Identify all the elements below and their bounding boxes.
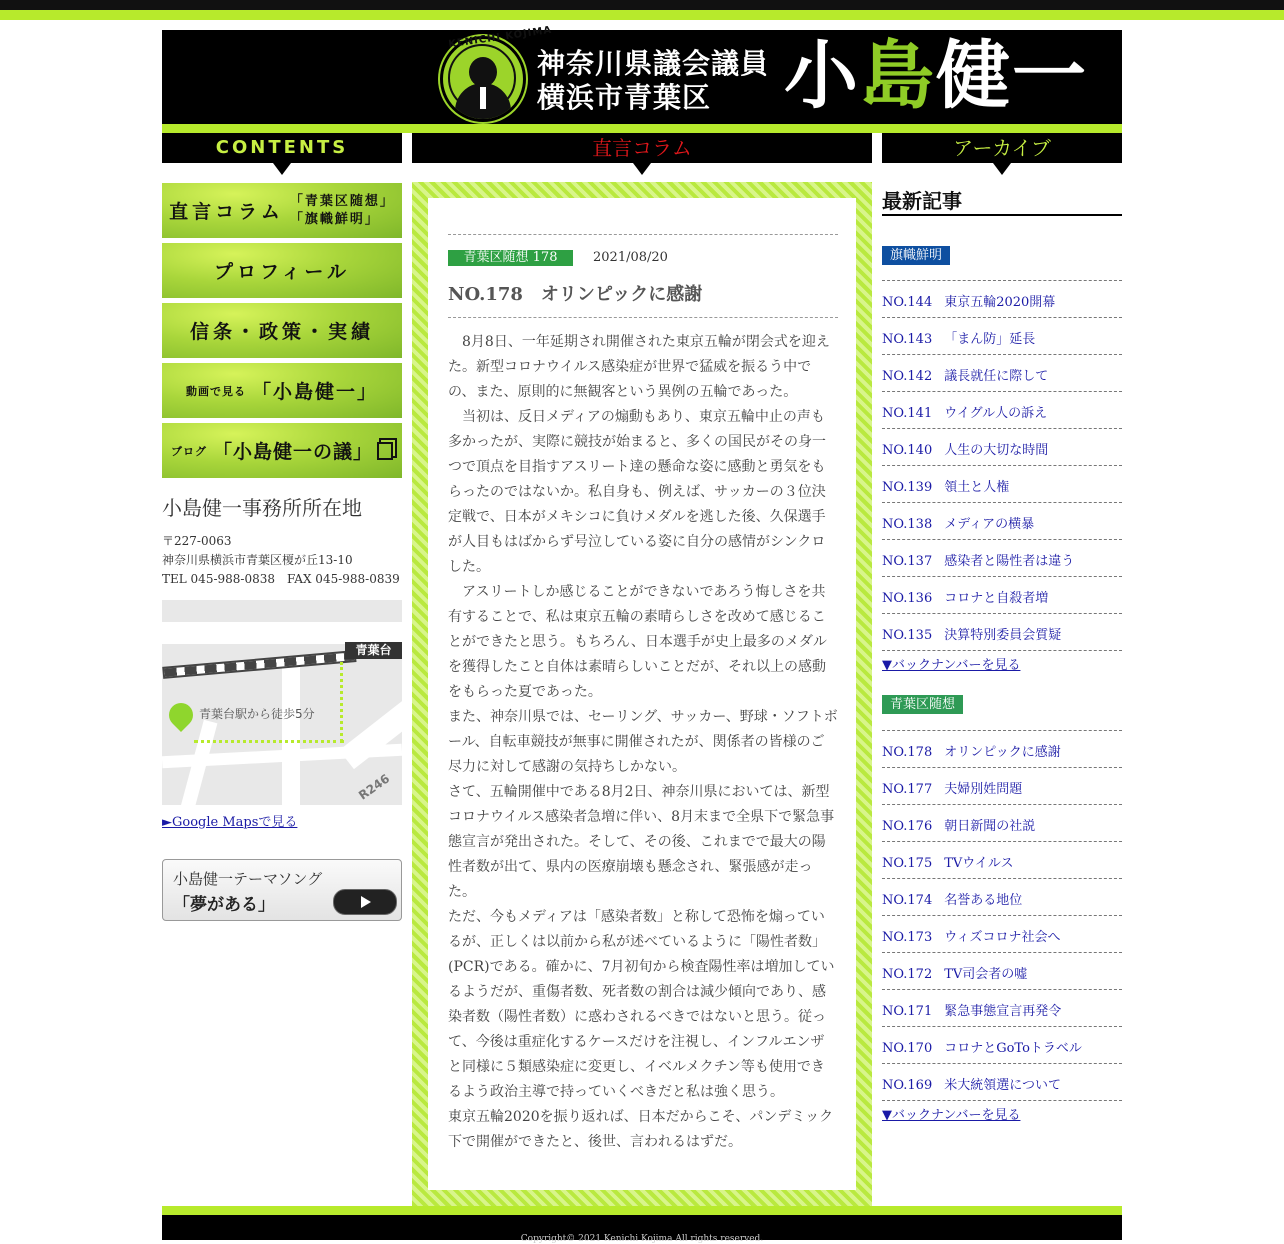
office-zip: 〒227-0063 [162,534,232,548]
play-icon[interactable] [333,889,397,915]
header-title-line1: 神奈川県議会議員 [537,47,770,80]
list-item[interactable] [882,502,1122,539]
list-item-link[interactable] [882,852,1014,871]
list-item-link[interactable] [882,476,1009,495]
site-header [162,24,1122,124]
latest-posts-heading: 最新記事 [882,185,1122,216]
list-item-link[interactable] [882,513,1034,532]
post-date: 2021/08/20 [593,250,668,265]
header-title-line2: 横浜市青葉区 [537,81,712,114]
tab-contents-label: CONTENTS [215,137,349,158]
map-pin-icon [164,698,198,732]
menu-policy-button[interactable] [162,303,402,358]
map-railway [162,650,356,679]
list-item-no: NO.172 [882,967,933,982]
list-item-no: NO.143 [882,332,933,347]
logo-lettering: KENICHI KOJIMA [447,24,553,51]
list-item-no: NO.141 [882,406,933,421]
list-item-no: NO.177 [882,782,933,797]
list-item-no: NO.174 [882,893,933,908]
menu-column-label: 直言コラム [169,201,284,223]
list-item-no: NO.139 [882,480,933,495]
menu-policy-label: 信条・政策・実績 [189,321,374,343]
menu-profile-label: プロフィール [213,261,351,283]
menu-column-sub2: 「旗幟鮮明」 [289,211,380,227]
menu-column-sub [290,193,395,229]
list-item-no: NO.142 [882,369,933,384]
group-badge-kishi: 旗幟鮮明 [882,246,950,265]
post-paragraph: ただ、今もメディアは「感染者数」と称して恐怖を煽っているが、正しくは以前から私が述べているように「陽性者数」(PCR)である。確かに、7月初旬から検査陽性率は増加しているようだが、重傷者数、死者数の割合は減少傾向であり、感染者数（陽性者数）に惑わされるべきではないと思う。従って、今後は重症化するケースだけを注視し、インフルエンザと同様に５類感染症に変更し、イベルメクチン等も使用できるよう政治主導で持っていくべきだと私は強く思う。 [448,909,835,1100]
office-title: 小島健一事務所所在地 [162,496,362,520]
list-item-no: NO.178 [882,745,933,760]
list-item-title: TV司会者の嘘 [944,967,1028,982]
theme-song-title: 小島健一テーマソング [173,870,323,888]
google-maps-link[interactable]: ►Google Mapsで見る [162,815,298,830]
post-paragraph: また、神奈川県では、セーリング、サッカー、野球・ソフトボール、自転車競技が無事に開催されたが、関係者の皆様のご尽力に対して感謝の気持ちしかない。 [448,709,838,775]
header-name-part2: 島 [860,33,936,119]
tab-contents[interactable] [162,133,402,163]
post-category-badge: 青葉区随想 178 [448,250,573,266]
post-paragraph: 東京五輪2020を振り返れば、日本だからこそ、パンデミック下で開催ができたと、後世、言われるはずだ。 [448,1109,834,1150]
post-paragraph: アスリートしか感じることができないであろう悔しさを共有することで、私は東京五輪の素晴らしさを改めて感じることができたと思う。もちろん、日本選手が史上最多のメダルを獲得したこと自体は素晴らしいことだが、それ以上の感動をもらった夏であった。 [448,584,827,700]
list-item[interactable] [882,767,1122,804]
header-name-part3: 健一 [936,33,1088,119]
map-road [162,622,402,644]
menu-column-sub1: 「青葉区随想」 [289,193,395,209]
site-footer [162,1206,1122,1244]
office-tel-fax: TEL 045-988-0838 FAX 045-988-0839 [162,572,400,586]
header-underline [162,124,1122,133]
article-frame [412,182,872,1206]
list-item-title: 議長就任に際して [944,369,1049,384]
header-name-part1: 小 [784,33,860,119]
logo-tie [480,87,486,109]
map-road-label: R246 [356,771,393,803]
list-item-no: NO.169 [882,1078,933,1093]
list-item-no: NO.171 [882,1004,933,1019]
list-item-link[interactable] [882,741,1061,760]
list-item-no: NO.144 [882,295,933,310]
list-item-title: 人生の大切な時間 [944,443,1049,458]
list-item-title: 感染者と陽性者は違う [944,554,1075,569]
list-item-no: NO.140 [882,443,933,458]
list-item-link[interactable] [882,587,1048,606]
post-title: NO.178 オリンピックに感謝 [448,284,703,305]
list-item-no: NO.176 [882,819,933,834]
backnumber-link-aoba[interactable]: ▼バックナンバーを見る [882,1100,1122,1123]
list-item-title: 東京五輪2020開幕 [944,295,1056,310]
list-item-link[interactable] [882,889,1022,908]
list-item[interactable] [882,915,1122,952]
menu-blog-small: ブログ [170,444,207,458]
copyright-text: Copyright© 2021 Kenichi Kojima All rights reserved. [520,1234,764,1244]
group-badge-aoba: 青葉区随想 [882,695,963,714]
theme-song-box[interactable] [162,859,402,921]
header-name [784,34,1088,118]
list-item[interactable] [882,280,1122,317]
list-item-no: NO.175 [882,856,933,871]
tab-column[interactable] [412,133,872,163]
list-item-title: 緊急事態宣言再発令 [944,1004,1062,1019]
list-item-no: NO.170 [882,1041,933,1056]
list-item[interactable] [882,878,1122,915]
post-paragraph: 8月8日、一年延期され開催された東京五輪が閉会式を迎えた。新型コロナウイルス感染症が世界で猛威を振るう中での、また、原則的に無観客という異例の五輪であった。 [448,334,830,400]
list-item-title: メディアの横暴 [944,517,1035,532]
divider [448,234,838,235]
list-item-title: オリンピックに感謝 [944,745,1061,760]
list-item-link[interactable] [882,402,1047,421]
list-item-link[interactable] [882,1037,1082,1056]
list-item-no: NO.135 [882,628,933,643]
map-route-line [194,740,344,743]
menu-blog-button[interactable] [162,423,402,478]
list-item-link[interactable] [882,291,1055,310]
tab-archive-label: アーカイブ [953,136,1051,160]
list-item-title: コロナと自殺者増 [944,591,1049,606]
tab-arrow-icon [633,163,651,175]
list-item[interactable] [882,354,1122,391]
menu-video-button[interactable] [162,363,402,418]
list-item-title: 領土と人権 [944,480,1010,495]
list-item-link[interactable] [882,1074,1061,1093]
list-item-link[interactable] [882,624,1061,643]
external-window-icon [377,442,393,460]
tab-arrow-icon [273,163,291,175]
list-item-link[interactable] [882,815,1035,834]
tab-column-label: 直言コラム [592,136,692,160]
list-item-no: NO.137 [882,554,933,569]
list-item-title: TVウイルス [944,856,1014,871]
map-road [282,660,300,805]
top-accent-bar [0,0,1284,20]
list-item-link[interactable] [882,365,1048,384]
divider [448,317,838,318]
menu-column-button[interactable] [162,183,402,238]
list-item-title: 決算特別委員会質疑 [944,628,1062,643]
list-item-title: コロナとGoToトラベル [944,1041,1082,1056]
office-map[interactable] [162,600,402,805]
office-address: 神奈川県横浜市青葉区榎が丘13-10 [162,553,353,567]
list-item-title: ウィズコロナ社会へ [944,930,1061,945]
menu-video-small: 動画で見る [185,384,246,398]
map-route-line [340,662,343,742]
list-item[interactable] [882,952,1122,989]
list-item-link[interactable] [882,439,1048,458]
list-item-title: 「まん防」延長 [944,332,1036,347]
map-walk-label: 青葉台駅から徒歩5分 [199,707,315,721]
menu-video-label: 「小島健一」 [251,381,378,403]
post-paragraph: さて、五輪開催中である8月2日、神奈川県においては、新型コロナウイルス感染者急増に伴い、8月末まで全県下で緊急事態宣言が発出された。そして、その後、これまでで最大の陽性者数が出て、県内の医療崩壊も懸念され、緊張感が走った。 [448,784,835,900]
list-item[interactable] [882,317,1122,354]
list-item-no: NO.173 [882,930,933,945]
menu-blog-label: 「小島健一の議」 [212,441,373,463]
list-item-link[interactable] [882,778,1022,797]
list-item-no: NO.136 [882,591,933,606]
list-item[interactable] [882,428,1122,465]
list-item[interactable] [882,1063,1122,1100]
list-item[interactable] [882,804,1122,841]
list-item[interactable] [882,730,1122,767]
theme-song-name: 「夢がある」 [173,895,275,915]
backnumber-link-kishi[interactable]: ▼バックナンバーを見る [882,650,1122,673]
tab-arrow-icon [993,163,1011,175]
list-item[interactable] [882,841,1122,878]
list-item-title: ウイグル人の訴え [944,406,1048,421]
list-item-title: 夫婦別姓問題 [944,782,1023,797]
list-item[interactable] [882,576,1122,613]
menu-profile-button[interactable] [162,243,402,298]
article-panel [428,198,856,1190]
post-paragraph: 当初は、反日メディアの煽動もあり、東京五輪中止の声も多かったが、実際に競技が始まると、多くの国民がその身一つで頂点を目指すアスリート達の懸命な姿に感動と勇気をもらったのではないか。私自身も、例えば、サッカーの３位決定戦で、日本がメキシコに負けメダルを逃した後、久保選手が人目もはばからず号泣している姿に自分の感情がシンクロした。 [448,409,826,575]
list-item[interactable] [882,989,1122,1026]
list-item-no: NO.138 [882,517,933,532]
list-item-link[interactable] [882,1000,1061,1019]
list-item[interactable] [882,539,1122,576]
map-station-label: 青葉台 [345,642,402,659]
list-item-link[interactable] [882,963,1027,982]
list-item-link[interactable] [882,328,1035,347]
post-body [448,330,838,1155]
tab-archive[interactable] [882,133,1122,163]
map-road [339,695,402,769]
list-item-link[interactable] [882,550,1074,569]
list-item-link[interactable] [882,926,1060,945]
list-item[interactable] [882,465,1122,502]
list-item-title: 朝日新聞の社説 [944,819,1036,834]
list-item[interactable] [882,391,1122,428]
list-item-title: 米大統領選について [944,1078,1061,1093]
list-item[interactable] [882,613,1122,650]
list-item-title: 名誉ある地位 [944,893,1023,908]
list-item[interactable] [882,1026,1122,1063]
